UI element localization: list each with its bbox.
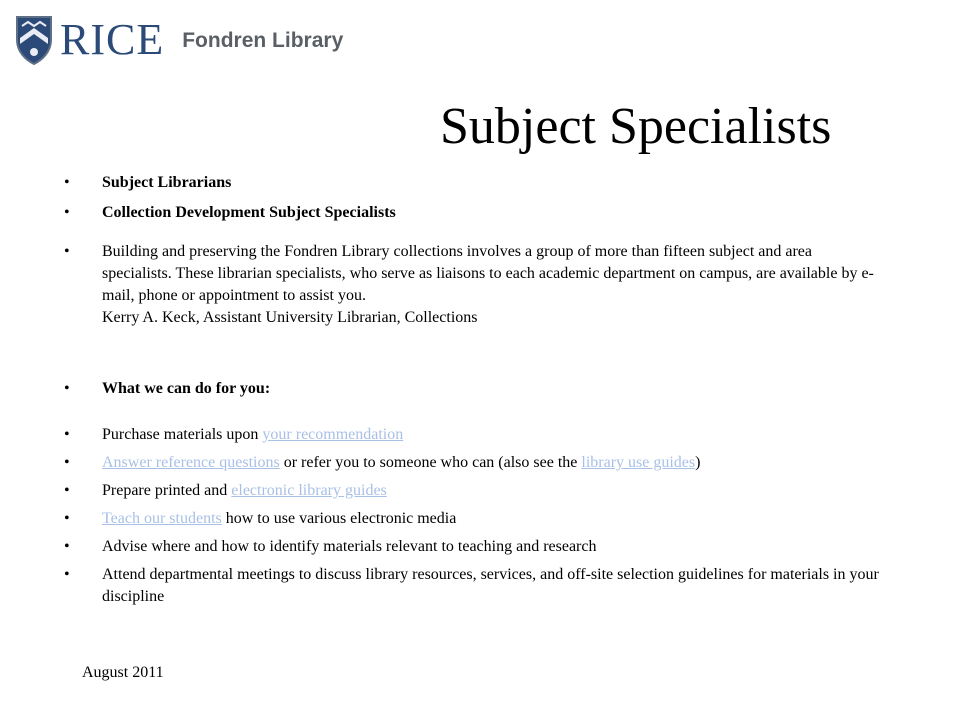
prepare-text: Prepare printed and bbox=[102, 482, 232, 499]
list-item-intro bbox=[60, 241, 880, 329]
intro-signature: Kerry A. Keck, Assistant University Librarian, Collections bbox=[102, 309, 478, 326]
list-item-purchase bbox=[60, 424, 880, 446]
advise-text: Advise where and how to identify materials relevant to teaching and research bbox=[102, 538, 597, 555]
answer-close: ) bbox=[695, 454, 701, 471]
bullet-icon: • bbox=[64, 243, 70, 260]
answer-text: or refer you to someone who can (also see the bbox=[279, 454, 582, 471]
subject-librarians-text: Subject Librarians bbox=[102, 174, 232, 191]
collection-dev-text: Collection Development Subject Specialists bbox=[102, 204, 396, 221]
bullet-icon: • bbox=[64, 510, 70, 527]
electronic-guides-link[interactable]: electronic library guides bbox=[231, 482, 387, 499]
bullet-icon: • bbox=[64, 538, 70, 555]
list-item-prepare bbox=[60, 480, 880, 502]
bullet-icon: • bbox=[64, 426, 70, 443]
bullet-icon: • bbox=[64, 380, 70, 397]
library-name: Fondren Library bbox=[182, 28, 344, 52]
list-item-answer bbox=[60, 452, 880, 474]
what-we-do-heading: What we can do for you: bbox=[102, 380, 271, 397]
rice-fondren-logo bbox=[14, 12, 343, 68]
purchase-text: Purchase materials upon bbox=[102, 426, 263, 443]
content-list bbox=[60, 172, 880, 608]
list-item-collection-dev bbox=[60, 202, 880, 224]
bullet-icon: • bbox=[64, 204, 70, 221]
list-item-subject-librarians bbox=[60, 172, 880, 194]
list-item-teach bbox=[60, 508, 880, 530]
teach-text: how to use various electronic media bbox=[221, 510, 457, 527]
attend-text: Attend departmental meetings to discuss library resources, services, and off-site selection guidelines for materials in your discipline bbox=[102, 566, 879, 605]
intro-text: Building and preserving the Fondren Library collections involves a group of more than fifteen subject and area specialists. These librarian specialists, who serve as liaisons to each academic department on campus, are available by e-mail, phone or appointment to assist you. bbox=[102, 243, 874, 304]
list-item-attend bbox=[60, 564, 880, 608]
bullet-icon: • bbox=[64, 482, 70, 499]
bullet-icon: • bbox=[64, 566, 70, 583]
teach-students-link[interactable]: Teach our students bbox=[102, 510, 222, 527]
library-use-guides-link[interactable]: library use guides bbox=[581, 454, 696, 471]
your-recommendation-link[interactable]: your recommendation bbox=[262, 426, 404, 443]
rice-logo-text: RICE bbox=[60, 15, 165, 64]
page-title: Subject Specialists bbox=[440, 98, 832, 155]
answer-reference-link[interactable]: Answer reference questions bbox=[102, 454, 280, 471]
bullet-icon: • bbox=[64, 174, 70, 191]
bullet-icon: • bbox=[64, 454, 70, 471]
footer-date: August 2011 bbox=[82, 664, 164, 681]
rice-shield-icon bbox=[14, 14, 54, 66]
list-item-what-we-do bbox=[60, 378, 880, 400]
list-item-advise bbox=[60, 536, 880, 558]
